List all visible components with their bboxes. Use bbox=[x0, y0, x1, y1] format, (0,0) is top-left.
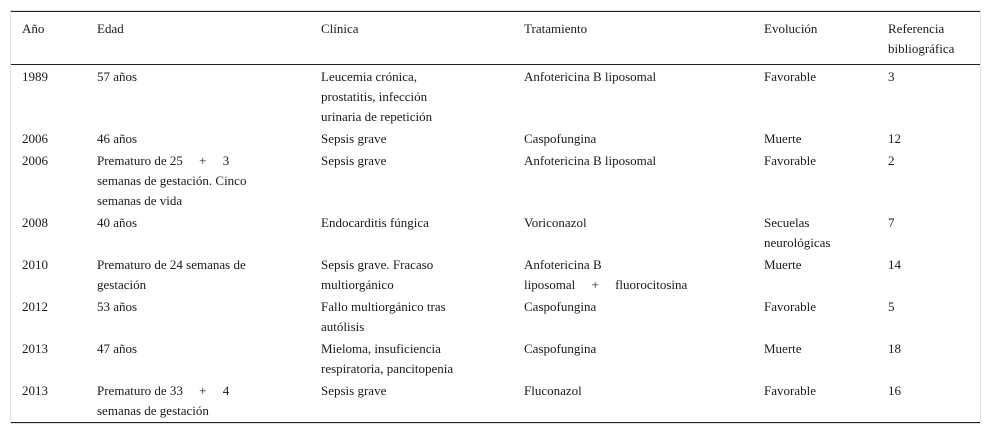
header-reference: Referencia bibliográfica bbox=[888, 21, 955, 56]
cell-evolution: Favorable bbox=[764, 383, 816, 398]
cell-year: 2006 bbox=[22, 153, 48, 168]
cell-age: Prematuro de 24 semanas de gestación bbox=[97, 257, 246, 292]
cell-evolution: Muerte bbox=[764, 131, 802, 146]
header-year: Año bbox=[22, 21, 45, 36]
header-evolution: Evolución bbox=[764, 21, 818, 36]
cell-year: 2006 bbox=[22, 131, 48, 146]
cell-year: 2010 bbox=[22, 257, 48, 272]
header-treatment: Tratamiento bbox=[524, 21, 588, 36]
cell-age: 47 años bbox=[97, 341, 138, 356]
cell-year: 2013 bbox=[22, 341, 48, 356]
cell-age: 46 años bbox=[97, 131, 138, 146]
cell-clinical: Sepsis grave bbox=[321, 383, 387, 398]
cell-evolution: Secuelas neurológicas bbox=[764, 215, 831, 250]
cell-treatment: Anfotericina B liposomal bbox=[524, 153, 657, 168]
cell-clinical: Leucemia crónica, prostatitis, infección urinaria de repetición bbox=[321, 69, 433, 124]
cell-treatment: Fluconazol bbox=[524, 383, 582, 398]
cell-year: 2013 bbox=[22, 383, 48, 398]
cell-reference: 2 bbox=[888, 153, 895, 168]
cell-evolution: Favorable bbox=[764, 69, 816, 84]
cell-year: 2008 bbox=[22, 215, 48, 230]
cell-treatment: Anfotericina B liposomal bbox=[524, 69, 657, 84]
cell-evolution: Muerte bbox=[764, 341, 802, 356]
table-top-rule bbox=[11, 11, 980, 12]
cell-reference: 5 bbox=[888, 299, 895, 314]
cell-treatment: Voriconazol bbox=[524, 215, 587, 230]
header-clinical: Clínica bbox=[321, 21, 359, 36]
cell-reference: 3 bbox=[888, 69, 895, 84]
cell-age: Prematuro de 25 + 3 semanas de gestación. Cinco semanas de vida bbox=[97, 153, 247, 208]
cell-reference: 18 bbox=[888, 341, 901, 356]
cell-treatment: Caspofungina bbox=[524, 299, 597, 314]
cell-year: 2012 bbox=[22, 299, 48, 314]
cell-reference: 7 bbox=[888, 215, 895, 230]
cell-evolution: Favorable bbox=[764, 153, 816, 168]
cell-reference: 16 bbox=[888, 383, 901, 398]
header-separator-rule bbox=[11, 64, 980, 65]
cell-year: 1989 bbox=[22, 69, 48, 84]
cell-treatment: Caspofungina bbox=[524, 341, 597, 356]
cell-age: Prematuro de 33 + 4 semanas de gestación bbox=[97, 383, 230, 418]
cell-clinical: Fallo multiorgánico tras autólisis bbox=[321, 299, 446, 334]
cell-evolution: Muerte bbox=[764, 257, 802, 272]
cell-reference: 14 bbox=[888, 257, 901, 272]
cell-age: 40 años bbox=[97, 215, 138, 230]
cell-clinical: Sepsis grave bbox=[321, 131, 387, 146]
cell-treatment: Anfotericina B liposomal + fluorocitosina bbox=[524, 257, 688, 292]
table-bottom-rule bbox=[11, 422, 980, 423]
cell-clinical: Mieloma, insuficiencia respiratoria, pancitopenia bbox=[321, 341, 454, 376]
data-table bbox=[10, 10, 981, 424]
cell-age: 57 años bbox=[97, 69, 138, 84]
cell-treatment: Caspofungina bbox=[524, 131, 597, 146]
cell-evolution: Favorable bbox=[764, 299, 816, 314]
cell-clinical: Sepsis grave bbox=[321, 153, 387, 168]
cell-age: 53 años bbox=[97, 299, 138, 314]
header-age: Edad bbox=[97, 21, 124, 36]
cell-clinical: Sepsis grave. Fracaso multiorgánico bbox=[321, 257, 434, 292]
cell-reference: 12 bbox=[888, 131, 901, 146]
cell-clinical: Endocarditis fúngica bbox=[321, 215, 429, 230]
